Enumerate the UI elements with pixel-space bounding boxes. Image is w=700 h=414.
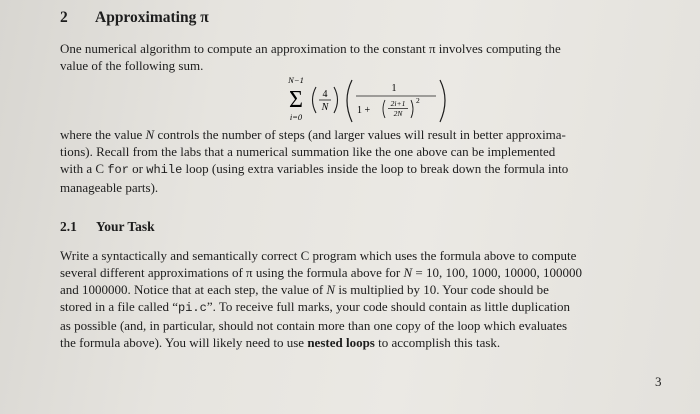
subsection-number: 2.1 <box>60 219 77 234</box>
text-line: as possible (and, in particular, should not contain more than one copy of the loop which evaluates <box>60 318 568 333</box>
intro-line: One numerical algorithm to compute an approximation to the constant π involves computing the <box>60 41 561 56</box>
task-paragraph <box>60 247 672 351</box>
text-run: to accomplish this task. <box>374 335 501 350</box>
intro-line: value of the following sum. <box>60 58 204 73</box>
sigma-symbol: Σ <box>289 87 303 113</box>
section-number: 2 <box>60 9 68 26</box>
intro-paragraph <box>60 40 672 74</box>
subsection-title: Your Task <box>96 219 155 234</box>
left-paren <box>313 87 317 113</box>
text-run: loop (using extra variables inside the loop to break down the formula into <box>182 161 569 176</box>
text-line <box>60 126 672 143</box>
section-title: Approximating π <box>95 9 209 26</box>
text-line: tions). Recall from the labs that a numerical summation like the one above can be implemented <box>60 144 556 159</box>
right-paren <box>440 80 445 122</box>
frac1-numerator: 4 <box>322 89 328 100</box>
frac2-denominator-prefix: 1 + <box>357 105 371 116</box>
code-keyword: for <box>107 163 129 177</box>
summation-formula <box>282 76 462 126</box>
text-line: manageable parts). <box>60 180 159 195</box>
right-paren <box>334 87 338 113</box>
page-number: 3 <box>655 374 662 389</box>
inner-numerator: 2i+1 <box>390 99 406 108</box>
text-run: ”. To receive full marks, your code should contain as little duplication <box>206 299 570 314</box>
text-line <box>60 334 672 351</box>
text-run: or <box>128 161 147 176</box>
text-run: controls the number of steps (and larger values will result in better approxima- <box>154 127 566 142</box>
exponent: 2 <box>416 96 420 105</box>
sum-upper-limit: N−1 <box>288 76 304 85</box>
text-line: Write a syntactically and semantically correct C program which uses the formula above to compute <box>60 248 577 263</box>
text-line <box>60 298 672 317</box>
subsection-heading <box>60 219 155 235</box>
explanation-paragraph <box>60 126 672 196</box>
math-variable: N <box>326 282 336 297</box>
text-run: the formula above). You will likely need to use <box>60 335 308 350</box>
left-paren <box>347 80 352 122</box>
text-run: several different approximations of π using the formula above for <box>60 265 404 280</box>
text-line <box>60 281 672 298</box>
text-run: = 10, 100, 1000, 10000, 100000 <box>412 265 583 280</box>
code-filename: pi.c <box>178 301 207 315</box>
frac1-denominator: N <box>321 102 329 113</box>
text-run: is multiplied by 10. Your code should be <box>335 282 549 297</box>
left-paren <box>383 100 385 118</box>
inner-denominator: 2N <box>393 109 403 118</box>
math-variable: N <box>145 127 155 142</box>
bold-phrase: nested loops <box>307 335 375 350</box>
text-line <box>60 160 672 179</box>
text-line <box>60 264 672 281</box>
sum-lower-limit: i=0 <box>289 112 303 122</box>
frac2-numerator: 1 <box>391 83 397 94</box>
section-heading <box>60 9 209 27</box>
text-run: with a C <box>60 161 108 176</box>
code-keyword: while <box>146 163 183 177</box>
math-variable: N <box>403 265 413 280</box>
text-run: where the value <box>60 127 146 142</box>
text-run: and 1000000. Notice that at each step, the value of <box>60 282 327 297</box>
text-run: stored in a file called “ <box>60 299 179 314</box>
right-paren <box>411 100 413 118</box>
